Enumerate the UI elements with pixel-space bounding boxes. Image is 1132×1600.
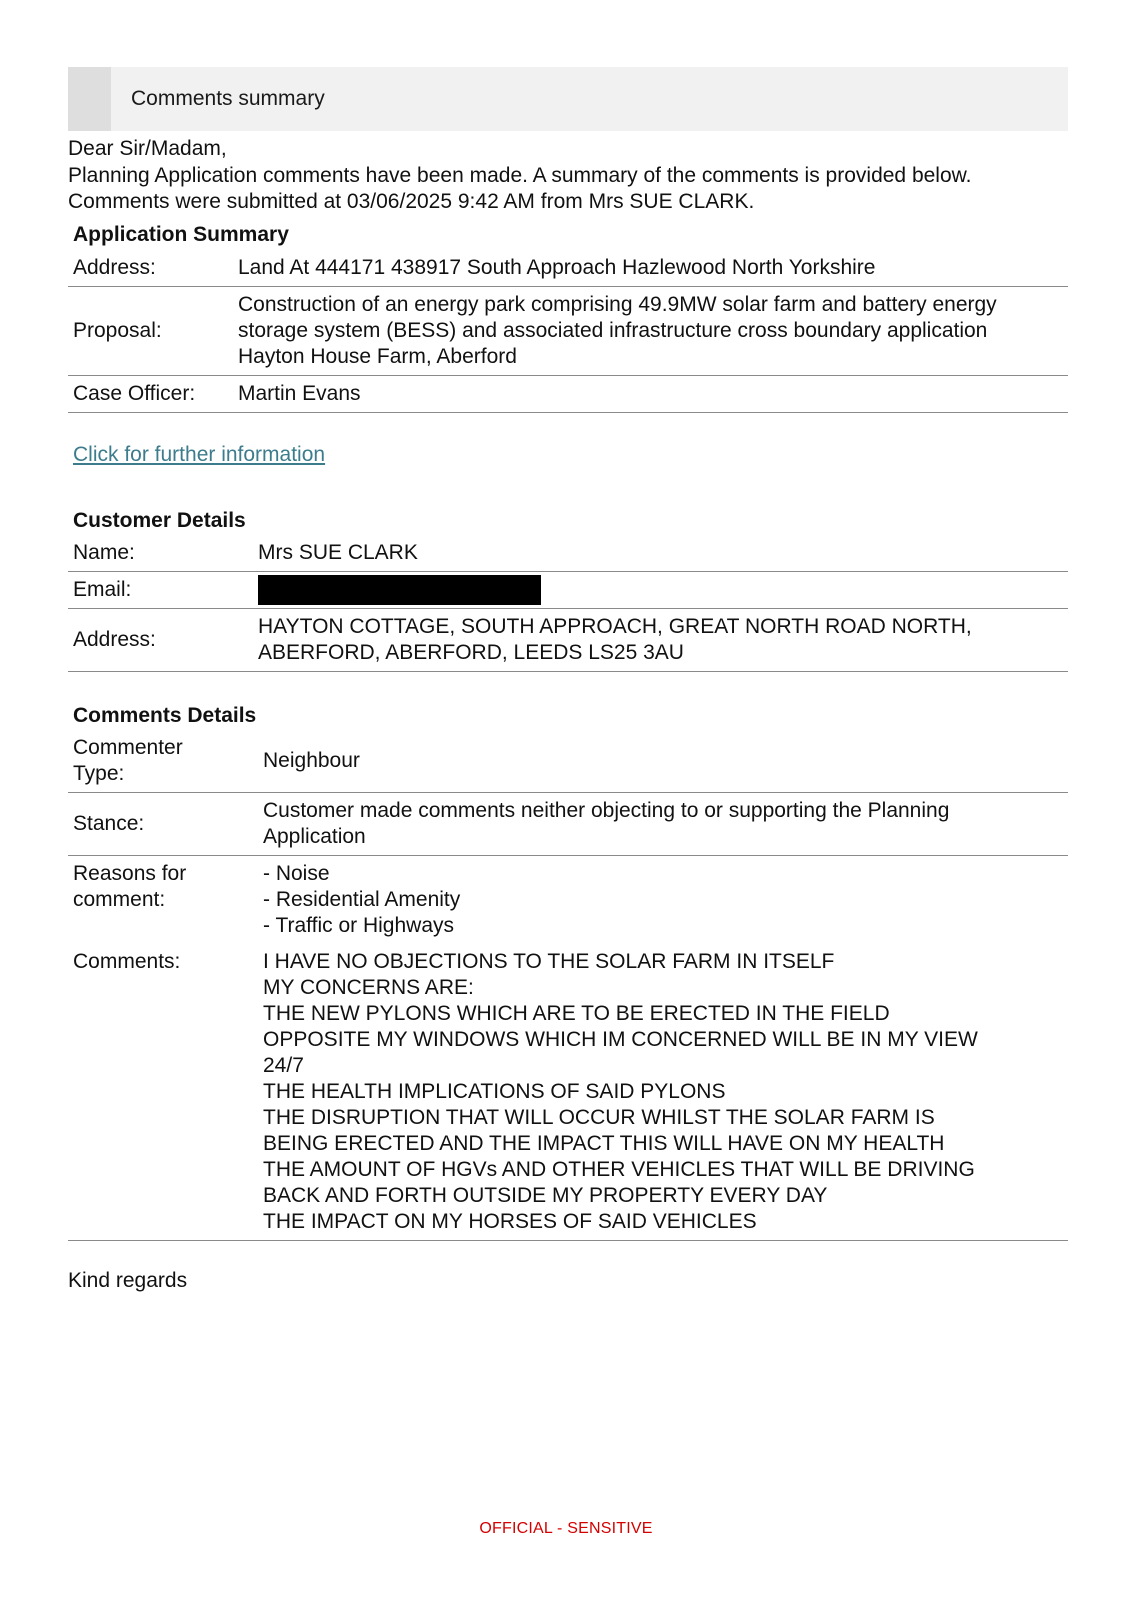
- customer-details-table: [68, 535, 1068, 672]
- commenter-type-value: Neighbour: [258, 730, 1068, 793]
- comment-line: BEING ERECTED AND THE IMPACT THIS WILL HAVE ON MY HEALTH: [263, 1131, 945, 1155]
- stance-value: [258, 792, 1068, 855]
- customer-details-title: Customer Details: [73, 508, 246, 532]
- customer-name-value: Mrs SUE CLARK: [253, 535, 1068, 572]
- comments-details-title: Comments Details: [73, 703, 257, 727]
- customer-address-line: ABERFORD, ABERFORD, LEEDS LS25 3AU: [258, 640, 684, 664]
- comment-line: THE DISRUPTION THAT WILL OCCUR WHILST THE SOLAR FARM IS: [263, 1105, 935, 1129]
- classification-marking: OFFICIAL - SENSITIVE: [479, 1520, 653, 1537]
- comment-line: THE HEALTH IMPLICATIONS OF SAID PYLONS: [263, 1079, 726, 1103]
- proposal-row: [68, 286, 1068, 375]
- stance-row: [68, 792, 1068, 855]
- address-row: [68, 250, 1068, 287]
- customer-address-value: [253, 608, 1068, 671]
- greeting: Dear Sir/Madam,: [68, 137, 227, 160]
- reasons-row: [68, 855, 1068, 944]
- reason-item: - Residential Amenity: [263, 887, 461, 911]
- email-redaction-block: [258, 575, 541, 605]
- customer-email-value: [253, 571, 1068, 608]
- customer-address-line: HAYTON COTTAGE, SOUTH APPROACH, GREAT NORTH ROAD NORTH,: [258, 614, 972, 638]
- intro-text: [68, 136, 1068, 216]
- case-officer-label: Case Officer:: [68, 375, 233, 412]
- intro-line-2: Comments were submitted at 03/06/2025 9:42 AM from Mrs SUE CLARK.: [68, 190, 755, 213]
- reason-item: - Noise: [263, 861, 330, 885]
- reasons-label-line: Reasons for: [73, 861, 187, 885]
- reasons-label-line: comment:: [73, 887, 166, 911]
- stance-label: Stance:: [68, 792, 258, 855]
- reasons-label: [68, 855, 258, 944]
- commenter-type-label-line: Type:: [73, 761, 125, 785]
- commenter-type-label: [68, 730, 258, 793]
- customer-name-label: Name:: [68, 535, 253, 572]
- comments-value: [258, 944, 1068, 1241]
- comments-row: [68, 944, 1068, 1241]
- comment-line: THE IMPACT ON MY HORSES OF SAID VEHICLES: [263, 1209, 757, 1233]
- case-officer-value: Martin Evans: [233, 375, 1068, 412]
- comment-line: OPPOSITE MY WINDOWS WHICH IM CONCERNED WILL BE IN MY VIEW: [263, 1027, 978, 1051]
- commenter-type-label-line: Commenter: [73, 735, 183, 759]
- reason-item: - Traffic or Highways: [263, 913, 454, 937]
- reasons-value: [258, 855, 1068, 944]
- address-label: Address:: [68, 250, 233, 287]
- comment-line: 24/7: [263, 1053, 304, 1077]
- stance-line: Customer made comments neither objecting to or supporting the Planning: [263, 798, 950, 822]
- customer-address-row: [68, 608, 1068, 671]
- closing-regards: Kind regards: [68, 1268, 188, 1292]
- comment-line: BACK AND FORTH OUTSIDE MY PROPERTY EVERY DAY: [263, 1183, 828, 1207]
- comment-line: I HAVE NO OBJECTIONS TO THE SOLAR FARM IN ITSELF: [263, 949, 835, 973]
- case-officer-row: [68, 375, 1068, 412]
- intro-line-1: Planning Application comments have been made. A summary of the comments is provided below.: [68, 163, 972, 187]
- proposal-line: Construction of an energy park comprising 49.9MW solar farm and battery energy: [238, 292, 997, 316]
- customer-name-row: [68, 535, 1068, 572]
- comments-summary-document: [68, 67, 1068, 1293]
- customer-email-row: [68, 571, 1068, 608]
- comments-details-table: [68, 730, 1068, 1241]
- application-summary-table: [68, 250, 1068, 413]
- comments-label: Comments:: [68, 944, 258, 1241]
- application-summary-title: Application Summary: [73, 222, 289, 246]
- address-value: Land At 444171 438917 South Approach Hazlewood North Yorkshire: [233, 250, 1068, 287]
- banner-tab-block: [68, 67, 111, 131]
- proposal-label: Proposal:: [68, 286, 233, 375]
- comment-line: THE AMOUNT OF HGVs AND OTHER VEHICLES THAT WILL BE DRIVING: [263, 1157, 975, 1181]
- proposal-line: Hayton House Farm, Aberford: [238, 344, 517, 368]
- customer-address-label: Address:: [68, 608, 253, 671]
- banner-title: Comments summary: [131, 87, 325, 110]
- comment-line: THE NEW PYLONS WHICH ARE TO BE ERECTED IN THE FIELD: [263, 1001, 890, 1025]
- comment-line: MY CONCERNS ARE:: [263, 975, 474, 999]
- further-information-link[interactable]: Click for further information: [73, 442, 326, 466]
- stance-line: Application: [263, 824, 366, 848]
- proposal-line: storage system (BESS) and associated infrastructure cross boundary application: [238, 318, 988, 342]
- customer-email-label: Email:: [68, 571, 253, 608]
- proposal-value: [233, 286, 1068, 375]
- summary-banner: [68, 67, 1068, 131]
- commenter-type-row: [68, 730, 1068, 793]
